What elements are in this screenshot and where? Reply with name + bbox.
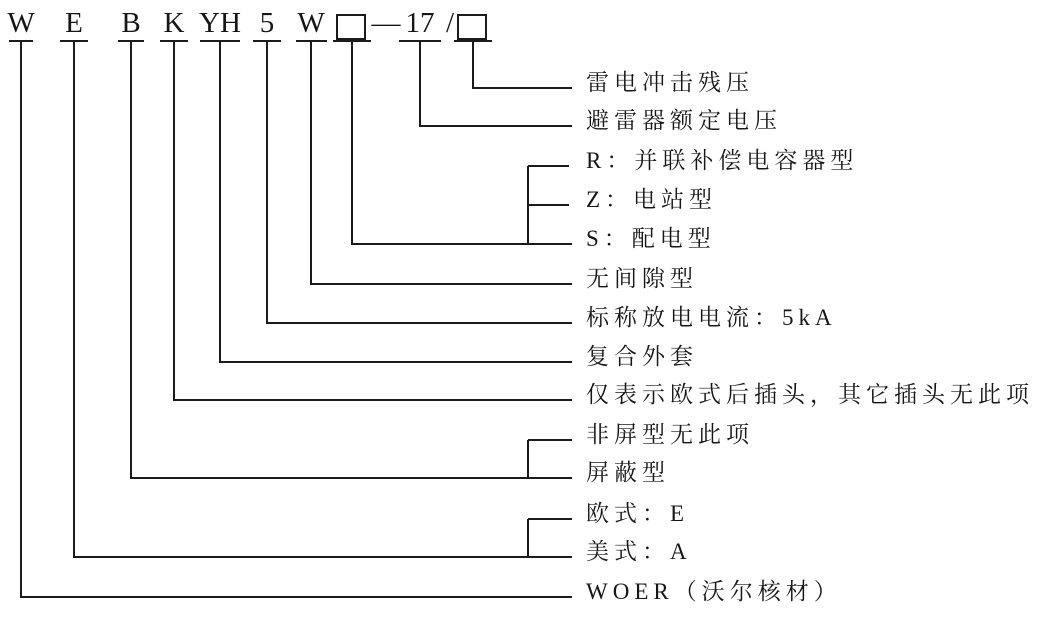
- bracket-vertical: [527, 519, 529, 558]
- label-euro-style: 欧式：E: [586, 501, 690, 526]
- label-shielded-type: 屏蔽型: [586, 460, 670, 485]
- code-char-e: E: [65, 7, 83, 39]
- label-american-style: 美式：A: [586, 539, 692, 564]
- bracket-vertical: [527, 440, 529, 479]
- code-char-seventeen: 17: [405, 7, 435, 39]
- connector-horizontal: [352, 243, 572, 245]
- connector-vertical: [20, 42, 22, 598]
- connector-horizontal: [21, 596, 572, 598]
- label-z-type: Z：电站型: [586, 187, 718, 212]
- code-char-yh: YH: [199, 7, 241, 39]
- code-char-w2: W: [297, 7, 325, 39]
- label-woer-brand: WOER（沃尔核材）: [586, 579, 842, 604]
- connector-vertical: [310, 42, 312, 285]
- code-char-five: 5: [259, 7, 275, 39]
- connector-horizontal: [220, 361, 572, 363]
- connector-horizontal: [311, 283, 572, 285]
- label-residual-voltage: 雷电冲击残压: [586, 70, 754, 95]
- connector-vertical: [351, 42, 353, 245]
- connector-vertical: [266, 42, 268, 324]
- connector-vertical: [73, 42, 75, 558]
- code-char-k: K: [163, 7, 185, 39]
- label-non-shielded-note: 非屏型无此项: [586, 422, 754, 447]
- connector-horizontal: [473, 87, 572, 89]
- connector-horizontal: [74, 556, 572, 558]
- connector-horizontal: [267, 322, 572, 324]
- connector-vertical: [219, 42, 221, 363]
- connector-horizontal: [174, 399, 572, 401]
- code-box2-box: [457, 14, 487, 40]
- connector-horizontal: [528, 204, 569, 206]
- connector-vertical: [419, 42, 421, 127]
- connector-horizontal: [420, 125, 572, 127]
- label-gapless-type: 无间隙型: [586, 266, 698, 291]
- code-char-dash: —: [371, 7, 401, 39]
- code-box1-box: [336, 14, 366, 40]
- label-euro-rear-plug-note: 仅表示欧式后插头，其它插头无此项: [586, 382, 1034, 407]
- label-nominal-discharge-current: 标称放电电流：5kA: [586, 305, 837, 330]
- connector-horizontal: [528, 165, 569, 167]
- connector-horizontal: [528, 439, 572, 441]
- code-char-b: B: [121, 7, 141, 39]
- label-composite-housing: 复合外套: [586, 344, 698, 369]
- code-char-w1: W: [7, 7, 35, 39]
- connector-horizontal: [528, 518, 572, 520]
- label-s-type: S：配电型: [586, 226, 716, 251]
- connector-vertical: [130, 42, 132, 479]
- label-rated-voltage: 避雷器额定电压: [586, 108, 782, 133]
- connector-vertical: [472, 42, 474, 89]
- connector-vertical: [173, 42, 175, 401]
- label-r-type: R：并联补偿电容器型: [586, 148, 859, 173]
- code-char-slash: /: [445, 7, 455, 39]
- connector-horizontal: [131, 477, 572, 479]
